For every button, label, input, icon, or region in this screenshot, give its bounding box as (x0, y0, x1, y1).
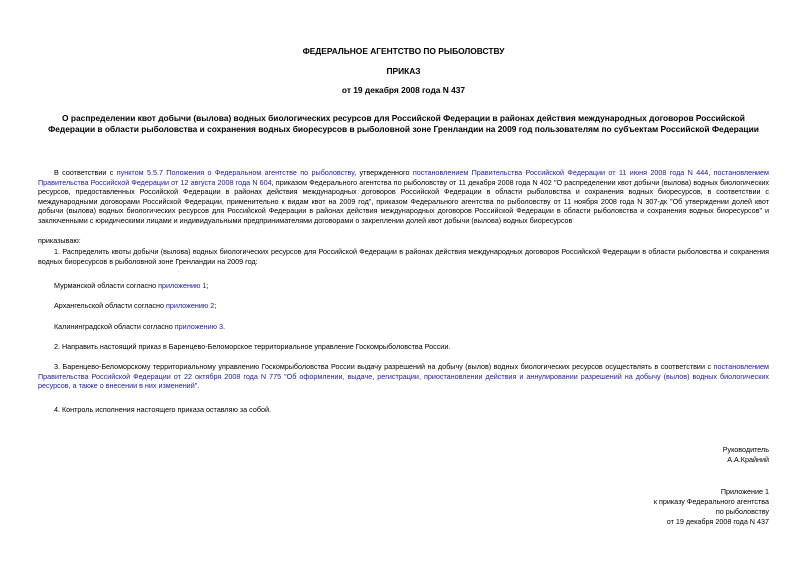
region-murmansk: Мурманской области согласно приложению 1; (54, 281, 209, 290)
link-appendix-1[interactable]: приложению 1 (158, 281, 207, 290)
appendix-ref-line-3: по рыболовству (715, 507, 769, 516)
item-1: 1. Распределить квоты добычи (вылова) водных биологических ресурсов для Российской Федерации в районах действия международных договоров Российской Федерации в области рыболовства и сохранения водных биоресурсов в рыболовной зоне Гренландии на 2009 год: (38, 247, 769, 266)
region-arkhangelsk: Архангельской области согласно приложению 2; (54, 301, 217, 310)
preamble-text-3: , (708, 168, 714, 177)
appendix-label: Приложение 1 (720, 487, 769, 496)
item-2: 2. Направить настоящий приказ в Баренцево-Беломорское территориальное управление Госкомрыболовства России. (54, 342, 451, 351)
link-decree-775[interactable]: постановлением Правительства Российской Федерации от 22 октября 2008 года N 775 "Об оформлении, выдаче, регистрации, приостановлении действия и аннулировании разрешений на добычу (вылов) водных биологических ресурсов, а также о внесении в них изменений" (38, 362, 769, 391)
link-appendix-2[interactable]: приложению 2 (165, 301, 215, 310)
preamble-text-1: В соответствии с (54, 168, 117, 177)
item-4: 4. Контроль исполнения настоящего приказа оставляю за собой. (54, 405, 271, 414)
link-appendix-3[interactable]: приложению 3 (174, 322, 224, 331)
item-3: 3. Баренцево-Беломорскому территориальному управлению Госкомрыболовства России выдачу разрешений на добычу (вылов) водных биологических ресурсов осуществлять в соответствии с постановлением Правительства Российской Федерации от 22 октября 2008 года N 775 "Об оформлении, выдаче, регистрации, приостановлении действия и аннулировании разрешений на добычу (вылов) водных биологических ресурсов, а также о внесении в них изменений". (38, 362, 769, 391)
link-regulation-clause[interactable]: пунктом 5.5.7 Положения о Федеральном агентстве по рыболовству (116, 168, 355, 177)
link-decree-604[interactable]: постановлением Правительства Российской Федерации от 12 августа 2008 года N 604 (38, 168, 769, 187)
link-decree-444[interactable]: постановлением Правительства Российской Федерации от 11 июня 2008 года N 444 (412, 168, 709, 177)
signature-role: Руководитель (722, 445, 769, 454)
appendix-ref-line-2: к приказу Федерального агентства (653, 497, 769, 506)
signature-name: А.А.Крайний (727, 455, 769, 464)
agency-heading: ФЕДЕРАЛЬНОЕ АГЕНТСТВО ПО РЫБОЛОВСТВУ (302, 46, 505, 56)
appendix-ref-line-4: от 19 декабря 2008 года N 437 (666, 517, 769, 526)
doc-title: О распределении квот добычи (вылова) водных биологических ресурсов для Российской Федерации в районах действия международных договоров Российской Федерации в области рыболовства и сохранения водных биоресурсов в рыболовной зоне Гренландии на 2009 год пользователям по субъектам Российской Федерации (48, 113, 759, 134)
preamble-text-2: , утвержденного (354, 168, 413, 177)
doc-date-number: от 19 декабря 2008 года N 437 (341, 85, 466, 95)
order-word: приказываю: (38, 236, 81, 245)
preamble-text-4: , приказом Федерального агентства по рыболовству от 11 декабря 2008 года N 402 "О распределении квот добычи (вылова) водных биологических ресурсов, предоставленных Российской Федерации в районах действия международных договоров Российской Федерации в области рыболовства и сохранения водных биоресурсов, в соответствии с международными договорами Российской Федерации, применительно к видам квот на 2009 год", приказом Федерального агентства по рыболовству от 11 ноября 2008 года N 307-дк "Об утверждении долей квот добычи (вылова) водных биологических ресурсов для Российской Федерации в районах действия международных договоров Российской Федерации в области рыболовства и сохранения водных биоресурсов" и заключенными с юридическими лицами и индивидуальными предпринимателями договорами о закреплении долей квот добычи (вылова) водных биоресурсов (38, 177, 769, 225)
doc-type-heading: ПРИКАЗ (386, 66, 421, 76)
region-kaliningrad: Калининградской области согласно приложению 3. (54, 322, 226, 331)
preamble-paragraph (38, 168, 769, 226)
